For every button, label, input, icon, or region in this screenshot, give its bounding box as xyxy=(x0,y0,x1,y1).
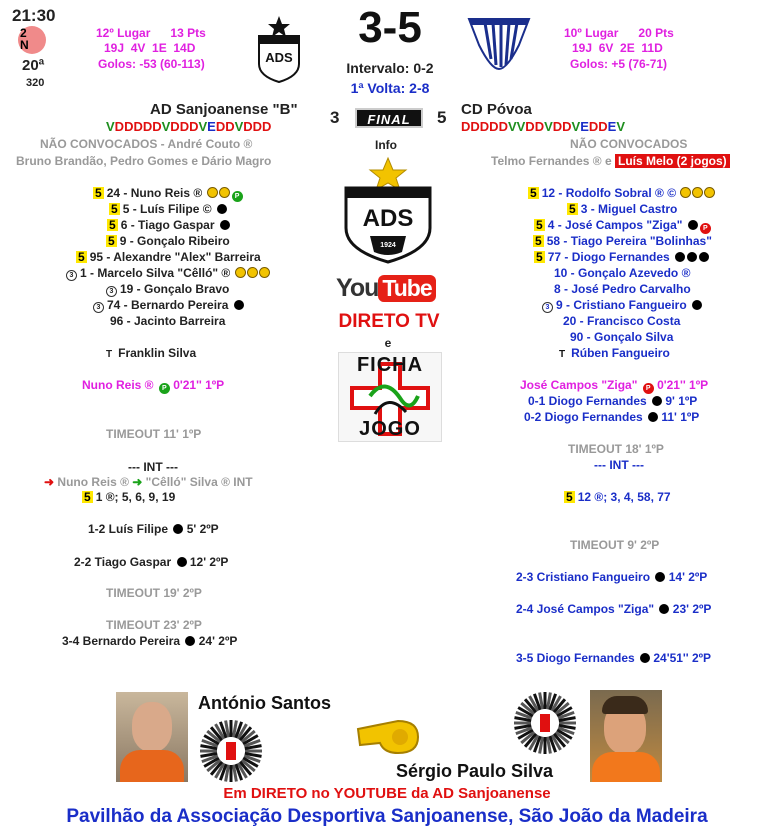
form-result: V xyxy=(106,119,115,134)
away-goal-0-2: 0-2 Diogo Fernandes 11' 1ºP xyxy=(524,410,700,424)
form-result: D xyxy=(252,119,263,134)
form-result: D xyxy=(114,119,125,134)
venue: Pavilhão da Associação Desportiva Sanjoanense, São João da Madeira xyxy=(66,806,708,827)
home-goal-1-2: 1-2 Luís Filipe 5' 2ºP xyxy=(88,522,219,536)
form-result: D xyxy=(562,119,572,134)
form-result: D xyxy=(461,119,471,134)
home-lineup-5: 5 1 ®; 5, 6, 9, 19 xyxy=(84,490,176,504)
match-time: 21:30 xyxy=(12,6,56,25)
yellow-card-icon xyxy=(219,187,230,198)
form-result: D xyxy=(142,119,153,134)
sub-badge: 3 xyxy=(542,302,553,313)
youtube-logo[interactable]: You Tube xyxy=(336,274,436,304)
player-row: 5 6 - Tiago Gaspar xyxy=(107,218,230,232)
starter-badge: 5 xyxy=(530,186,537,200)
form-result: D xyxy=(152,119,162,134)
form-result: D xyxy=(552,119,563,134)
away-penalty-goal: José Campos "Ziga" P 0'21'' 1ºP xyxy=(520,378,709,392)
home-score: 3 xyxy=(330,108,340,127)
player-row: 8 - José Pedro Carvalho xyxy=(554,282,691,296)
form-result: D xyxy=(225,119,235,134)
form-result: V xyxy=(571,119,581,134)
referee-1-federation-icon xyxy=(198,718,264,784)
form-result: V xyxy=(616,119,625,134)
ball-icon xyxy=(220,220,230,230)
home-timeout-3: TIMEOUT 23' 2ºP xyxy=(106,618,202,632)
player-row: 3 74 - Bernardo Pereira xyxy=(93,298,244,313)
info-label[interactable]: Info xyxy=(375,138,397,152)
form-result: D xyxy=(189,119,199,134)
penalty-goal-icon: P xyxy=(232,191,243,202)
form-result: D xyxy=(170,119,180,134)
ball-icon xyxy=(217,204,227,214)
form-result: D xyxy=(534,119,545,134)
home-team-name: AD Sanjoanense "B" xyxy=(150,101,298,118)
away-timeout-2: TIMEOUT 9' 2ºP xyxy=(570,538,660,552)
form-result: D xyxy=(489,119,499,134)
form-result: E xyxy=(207,119,216,134)
ball-icon xyxy=(177,557,187,567)
home-timeout-2: TIMEOUT 19' 2ºP xyxy=(106,586,202,600)
ball-icon xyxy=(687,252,697,262)
ball-icon xyxy=(692,300,702,310)
referee-1-name: António Santos xyxy=(198,693,331,713)
whistle-icon xyxy=(354,715,422,755)
player-row: 5 4 - José Campos "Ziga" P xyxy=(534,218,711,234)
player-row: 20 - Francisco Costa xyxy=(563,314,681,328)
final-badge: FINAL xyxy=(355,108,423,128)
suspended-player-badge: Luís Melo (2 jogos) xyxy=(615,154,730,168)
home-coach: T Franklin Silva xyxy=(106,346,197,360)
division-icon: 2 N xyxy=(18,26,46,54)
starter-badge: 5 xyxy=(569,202,576,216)
away-not-called-list: Telmo Fernandes ® e Luís Melo (2 jogos) xyxy=(491,154,730,168)
coach-icon: T xyxy=(559,349,566,360)
form-result: D xyxy=(479,119,490,134)
ficha-jogo-logo[interactable]: FICHA JOGO xyxy=(338,352,442,442)
form-result: D xyxy=(179,119,190,134)
yellow-card-icon xyxy=(235,267,246,278)
player-row: 5 5 - Luís Filipe © xyxy=(109,202,227,216)
form-result: D xyxy=(598,119,608,134)
ball-icon xyxy=(675,252,685,262)
referee-2-photo xyxy=(590,690,662,782)
round-code: 320 xyxy=(26,77,45,89)
yellow-card-icon xyxy=(207,187,218,198)
home-stats-goals: Golos: -53 (60-113) xyxy=(98,57,205,71)
form-result: D xyxy=(498,119,508,134)
ball-icon xyxy=(699,252,709,262)
halftime-score: Intervalo: 0-2 xyxy=(346,60,434,76)
player-row: 3 9 - Cristiano Fangueiro xyxy=(542,298,702,313)
coach-icon: T xyxy=(106,349,113,360)
away-goal-0-1: 0-1 Diogo Fernandes 9' 1ºP xyxy=(528,394,698,408)
starter-badge: 5 xyxy=(78,250,85,264)
away-stats-record: 19J 6V 2E 11D xyxy=(572,41,663,55)
form-result: D xyxy=(470,119,480,134)
round-number: 20ª xyxy=(22,57,45,74)
sub-in-icon: ➜ xyxy=(132,475,143,489)
starter-badge: 5 xyxy=(535,234,542,248)
svg-text:ADS: ADS xyxy=(362,205,414,232)
away-badge-small-icon xyxy=(467,15,531,71)
player-row: 90 - Gonçalo Silva xyxy=(570,330,674,344)
away-stats-rank: 10º Lugar 20 Pts xyxy=(564,26,674,40)
form-result: D xyxy=(124,119,134,134)
away-coach: T Rúben Fangueiro xyxy=(559,346,670,360)
player-row: 3 1 - Marcelo Silva "Cêlló" ® xyxy=(66,266,270,281)
player-row: 5 12 - Rodolfo Sobral ® © xyxy=(528,186,715,200)
ball-icon xyxy=(173,524,183,534)
svg-text:1924: 1924 xyxy=(380,242,396,249)
and-label: e xyxy=(384,336,392,350)
away-goal-2-4: 2-4 José Campos "Ziga" 23' 2ºP xyxy=(516,602,712,616)
starter-badge: 5 xyxy=(95,186,102,200)
away-int-label: --- INT --- xyxy=(594,458,644,472)
player-row: 5 9 - Gonçalo Ribeiro xyxy=(108,234,230,248)
youtube-notice[interactable]: Em DIRETO no YOUTUBE da AD Sanjoanense xyxy=(223,785,551,802)
direto-tv-link[interactable]: DIRETO TV xyxy=(338,311,440,332)
away-lineup-5: 5 12 ®; 3, 4, 58, 77 xyxy=(566,490,671,504)
yellow-card-icon xyxy=(247,267,258,278)
sub-badge: 3 xyxy=(93,302,104,313)
form-result: E xyxy=(607,119,617,134)
ball-icon xyxy=(234,300,244,310)
away-team-name: CD Póvoa xyxy=(461,101,532,118)
away-goal-3-5: 3-5 Diogo Fernandes 24'51'' 2ºP xyxy=(516,651,712,665)
form-result: V xyxy=(198,119,208,134)
form-result: D xyxy=(133,119,143,134)
form-result: V xyxy=(544,119,553,134)
sub-out-icon: ➜ xyxy=(44,475,55,489)
form-result: D xyxy=(588,119,599,134)
home-not-called-title: NÃO CONVOCADOS - André Couto ® xyxy=(40,137,253,151)
home-int-label: --- INT --- xyxy=(128,460,178,474)
referee-2-federation-icon xyxy=(512,690,578,756)
form-result: V xyxy=(161,119,171,134)
away-not-called-title: NÃO CONVOCADOS xyxy=(570,137,688,151)
yellow-card-icon xyxy=(680,187,691,198)
form-result: D xyxy=(243,119,253,134)
home-form-strip xyxy=(106,119,271,134)
final-score: 3-5 xyxy=(358,3,422,52)
player-row: 3 19 - Gonçalo Bravo xyxy=(106,282,229,297)
form-result: V xyxy=(516,119,526,134)
referee-2-name: Sérgio Paulo Silva xyxy=(396,761,554,781)
player-row: 96 - Jacinto Barreira xyxy=(110,314,226,328)
form-result: E xyxy=(580,119,589,134)
player-row: 5 3 - Miguel Castro xyxy=(569,202,678,216)
player-row: 5 77 - Diogo Fernandes xyxy=(534,250,709,264)
player-row: 5 58 - Tiago Pereira "Bolinhas" xyxy=(535,234,712,248)
referee-1-photo xyxy=(116,692,188,782)
penalty-miss-icon: P xyxy=(700,223,711,234)
sub-badge: 3 xyxy=(106,286,117,297)
starter-badge: 5 xyxy=(108,234,115,248)
away-goal-2-3: 2-3 Cristiano Fangueiro 14' 2ºP xyxy=(516,570,708,584)
ball-icon xyxy=(185,636,195,646)
yellow-card-icon xyxy=(259,267,270,278)
form-result: D xyxy=(525,119,535,134)
svg-text:ADS: ADS xyxy=(265,50,293,65)
home-not-called-list: Bruno Brandão, Pedro Gomes e Dário Magro xyxy=(16,154,272,168)
away-form-strip xyxy=(461,119,625,134)
yellow-card-icon xyxy=(704,187,715,198)
starter-badge: 5 xyxy=(109,218,116,232)
away-timeout-1: TIMEOUT 18' 1ºP xyxy=(568,442,664,456)
home-stats-record: 19J 4V 1E 14D xyxy=(104,41,196,55)
yellow-card-icon xyxy=(692,187,703,198)
home-timeout-1: TIMEOUT 11' 1ºP xyxy=(106,427,202,441)
home-badge-small-icon xyxy=(254,14,304,84)
away-stats-goals: Golos: +5 (76-71) xyxy=(570,57,668,71)
form-result: D xyxy=(262,119,272,134)
form-result: D xyxy=(215,119,226,134)
home-substitution: ➜ Nuno Reis ® ➜ "Cêlló" Silva ® INT xyxy=(44,475,253,489)
home-goal-2-2: 2-2 Tiago Gaspar 12' 2ºP xyxy=(74,555,229,569)
player-row: 5 24 - Nuno Reis ® P xyxy=(93,186,243,202)
home-goal-3-4: 3-4 Bernardo Pereira 24' 2ºP xyxy=(62,634,238,648)
home-badge-large-icon xyxy=(340,156,436,264)
ball-icon xyxy=(688,220,698,230)
home-penalty-goal: Nuno Reis ® P 0'21'' 1ºP xyxy=(82,378,225,392)
away-score: 5 xyxy=(437,108,447,127)
first-leg-score: 1ª Volta: 2-8 xyxy=(350,80,430,96)
form-result: V xyxy=(507,119,517,134)
starter-badge: 5 xyxy=(536,250,543,264)
sub-badge: 3 xyxy=(66,270,77,281)
starter-badge: 5 xyxy=(111,202,118,216)
home-stats-rank: 12º Lugar 13 Pts xyxy=(96,26,206,40)
starter-badge: 5 xyxy=(536,218,543,232)
player-row: 10 - Gonçalo Azevedo ® xyxy=(554,266,691,280)
form-result: V xyxy=(234,119,244,134)
player-row: 5 95 - Alexandre "Alex" Barreira xyxy=(78,250,261,264)
